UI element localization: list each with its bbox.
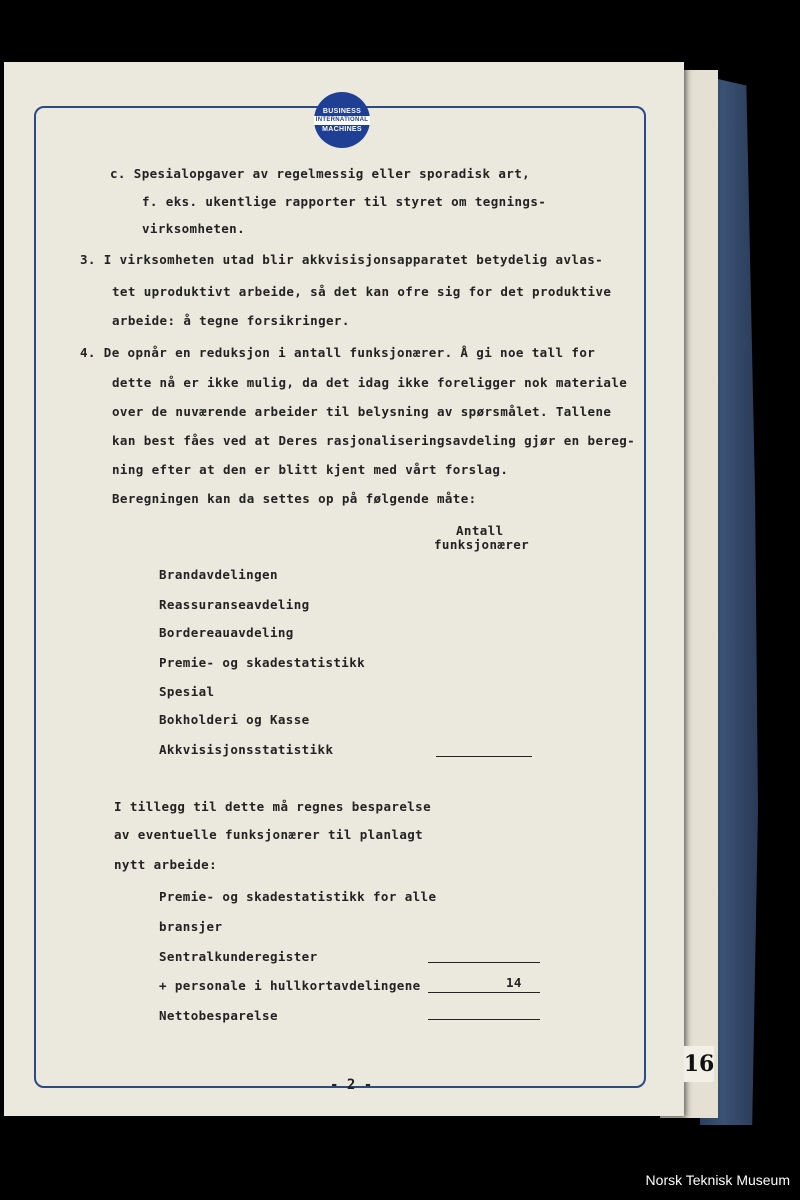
point-4-line-5: ning efter at den er blitt kjent med vårt forslag. xyxy=(112,462,509,477)
table-row: Akkvisisjonsstatistikk xyxy=(159,742,334,757)
logo-line-3: MACHINES xyxy=(322,125,362,133)
item-c-line-2: f. eks. ukentlige rapporter til styret om tegnings- xyxy=(142,194,547,209)
table-row: Brandavdelingen xyxy=(159,567,278,582)
extra-item-3: + personale i hullkortavdelingene xyxy=(159,978,421,993)
item-c-line-1: c. Spesialopgaver av regelmessig eller sporadisk art, xyxy=(110,166,531,181)
logo-band: INTERNATIONAL xyxy=(315,116,369,123)
point-3-line-2: tet uproduktivt arbeide, så det kan ofre sig for det produktive xyxy=(112,284,612,299)
sum-rule-3 xyxy=(428,992,540,993)
extra-item-2: Sentralkunderegister xyxy=(159,949,318,964)
table-row: Premie- og skadestatistikk xyxy=(159,655,366,670)
document-page xyxy=(4,62,684,1116)
column-header-funksjonaerer: funksjonærer xyxy=(434,537,530,552)
point-4-line-3: over de nuværende arbeider til belysning av spørsmålet. Tallene xyxy=(112,404,612,419)
page-number: - 2 - xyxy=(330,1077,373,1093)
column-header-antall: Antall xyxy=(456,523,504,538)
table-row: Bordereauavdeling xyxy=(159,625,294,640)
point-3-line-3: arbeide: å tegne forsikringer. xyxy=(112,313,350,328)
table-row: Bokholderi og Kasse xyxy=(159,712,310,727)
point-4-line-4: kan best fåes ved at Deres rasjonaliseringsavdeling gjør en bereg- xyxy=(112,433,636,448)
table-row: Spesial xyxy=(159,684,215,699)
extra-item-1-line-2: bransjer xyxy=(159,919,223,934)
extra-intro-line-3: nytt arbeide: xyxy=(114,857,218,872)
sum-rule-4 xyxy=(428,1019,540,1020)
extra-item-4: Nettobesparelse xyxy=(159,1008,278,1023)
table-row: Reassuranseavdeling xyxy=(159,597,310,612)
extra-intro-line-2: av eventuelle funksjonærer til planlagt xyxy=(114,827,424,842)
point-4-line-1: 4. De opnår en reduksjon i antall funksjonærer. Å gi noe tall for xyxy=(80,345,596,360)
point-4-line-2: dette nå er ikke mulig, da det idag ikke foreligger nok materiale xyxy=(112,375,628,390)
extra-item-3-value: 14 xyxy=(506,975,522,990)
point-3-line-1: 3. I virksomheten utad blir akkvisisjonsapparatet betydelig avlas- xyxy=(80,252,604,267)
point-4-line-6: Beregningen kan da settes op på følgende måte: xyxy=(112,491,477,506)
museum-credit: Norsk Teknisk Museum xyxy=(645,1172,790,1188)
logo-line-1: BUSINESS xyxy=(322,107,362,115)
ibm-logo-icon xyxy=(314,92,370,148)
sum-rule-1 xyxy=(436,756,532,757)
archive-stamp: 16 xyxy=(684,1046,714,1082)
item-c-line-3: virksomheten. xyxy=(142,221,246,236)
extra-intro-line-1: I tillegg til dette må regnes besparelse xyxy=(114,799,432,814)
extra-item-1-line-1: Premie- og skadestatistikk for alle xyxy=(159,889,437,904)
sum-rule-2 xyxy=(428,962,540,963)
